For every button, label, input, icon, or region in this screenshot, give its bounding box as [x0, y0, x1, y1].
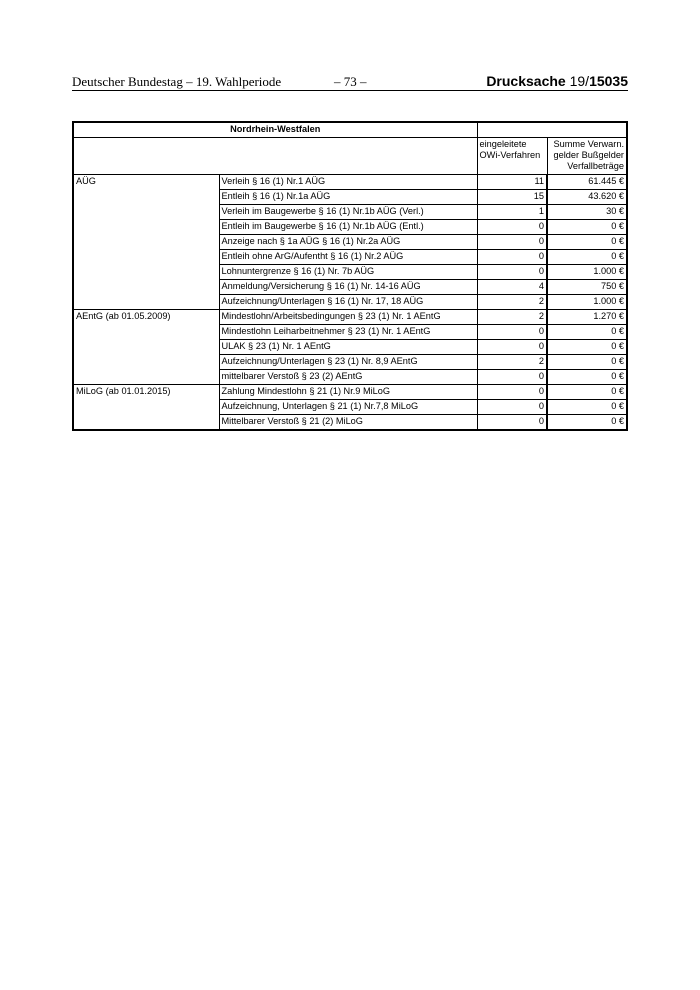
group-name-cell: [73, 325, 219, 340]
group-name-cell: [73, 235, 219, 250]
table-row: [73, 280, 627, 295]
group-name-cell: [73, 355, 219, 370]
fines-sum: 0 €: [547, 340, 627, 355]
header-rule: [72, 90, 628, 91]
proceedings-count: 2: [477, 310, 547, 325]
table-row: [73, 205, 627, 220]
column-header-count: eingeleitete OWi-Verfahren: [477, 138, 547, 175]
group-name-cell: MiLoG (ab 01.01.2015): [73, 385, 219, 400]
fines-sum: 750 €: [547, 280, 627, 295]
fines-sum: 0 €: [547, 220, 627, 235]
proceedings-count: 0: [477, 220, 547, 235]
offense-label: mittelbarer Verstoß § 23 (2) AEntG: [219, 370, 477, 385]
fines-sum: 1.000 €: [547, 265, 627, 280]
offense-label: Mindestlohn/Arbeitsbedingungen § 23 (1) Nr. 1 AEntG: [219, 310, 477, 325]
publication-title: Deutscher Bundestag – 19. Wahlperiode: [72, 74, 282, 89]
fines-sum: 0 €: [547, 325, 627, 340]
group-name-cell: AÜG: [73, 175, 219, 190]
region-empty-cell: [477, 122, 627, 138]
fines-sum: 30 €: [547, 205, 627, 220]
drucksache-number: 15035: [589, 73, 628, 89]
group-name-cell: [73, 265, 219, 280]
proceedings-count: 2: [477, 295, 547, 310]
table-row: [73, 415, 627, 431]
group-name-cell: [73, 190, 219, 205]
table-row: [73, 400, 627, 415]
proceedings-count: 0: [477, 235, 547, 250]
region-name: Nordrhein-Westfalen: [73, 122, 477, 138]
fines-sum: 0 €: [547, 250, 627, 265]
drucksache-prefix: 19/: [565, 73, 590, 89]
fines-sum: 0 €: [547, 400, 627, 415]
offense-label: Aufzeichnung, Unterlagen § 21 (1) Nr.7,8 MiLoG: [219, 400, 477, 415]
proceedings-count: 1: [477, 205, 547, 220]
page-number: – 73 –: [334, 74, 367, 89]
table-row: [73, 325, 627, 340]
page-header: [72, 74, 628, 90]
offense-label: Entleih ohne ArG/Aufentht § 16 (1) Nr.2 AÜG: [219, 250, 477, 265]
table-row: [73, 295, 627, 310]
fines-sum: 61.445 €: [547, 175, 627, 190]
proceedings-count: 2: [477, 355, 547, 370]
offense-label: Verleih § 16 (1) Nr.1 AÜG: [219, 175, 477, 190]
offense-label: Anzeige nach § 1a AÜG § 16 (1) Nr.2a AÜG: [219, 235, 477, 250]
proceedings-count: 0: [477, 325, 547, 340]
offense-label: Mindestlohn Leiharbeitnehmer § 23 (1) Nr. 1 AEntG: [219, 325, 477, 340]
proceedings-count: 0: [477, 400, 547, 415]
offense-label: Zahlung Mindestlohn § 21 (1) Nr.9 MiLoG: [219, 385, 477, 400]
fines-sum: 1.270 €: [547, 310, 627, 325]
table-row: [73, 250, 627, 265]
group-name-cell: [73, 415, 219, 431]
proceedings-count: 0: [477, 340, 547, 355]
offense-label: Aufzeichnung/Unterlagen § 23 (1) Nr. 8,9 AEntG: [219, 355, 477, 370]
fines-sum: 0 €: [547, 355, 627, 370]
fines-sum: 0 €: [547, 385, 627, 400]
fines-sum: 0 €: [547, 415, 627, 431]
offense-label: Entleih § 16 (1) Nr.1a AÜG: [219, 190, 477, 205]
drucksache-label: Drucksache: [486, 73, 566, 89]
statistics-table: [72, 121, 628, 431]
group-name-cell: AEntG (ab 01.05.2009): [73, 310, 219, 325]
table-row: [73, 175, 627, 190]
proceedings-count: 0: [477, 385, 547, 400]
region-row: [73, 122, 627, 138]
column-header-row: [73, 138, 627, 175]
offense-label: Lohnuntergrenze § 16 (1) Nr. 7b AÜG: [219, 265, 477, 280]
proceedings-count: 0: [477, 265, 547, 280]
table-row: [73, 340, 627, 355]
offense-label: Verleih im Baugewerbe § 16 (1) Nr.1b AÜG (Verl.): [219, 205, 477, 220]
group-name-cell: [73, 340, 219, 355]
group-name-cell: [73, 250, 219, 265]
proceedings-count: 15: [477, 190, 547, 205]
group-name-cell: [73, 295, 219, 310]
group-name-cell: [73, 400, 219, 415]
header-empty-cell: [73, 138, 477, 175]
proceedings-count: 0: [477, 370, 547, 385]
fines-sum: 1.000 €: [547, 295, 627, 310]
offense-label: Aufzeichnung/Unterlagen § 16 (1) Nr. 17, 18 AÜG: [219, 295, 477, 310]
group-name-cell: [73, 205, 219, 220]
offense-label: Mittelbarer Verstoß § 21 (2) MiLoG: [219, 415, 477, 431]
table-row: [73, 385, 627, 400]
offense-label: Entleih im Baugewerbe § 16 (1) Nr.1b AÜG (Entl.): [219, 220, 477, 235]
proceedings-count: 11: [477, 175, 547, 190]
table-row: [73, 370, 627, 385]
offense-label: ULAK § 23 (1) Nr. 1 AEntG: [219, 340, 477, 355]
proceedings-count: 0: [477, 415, 547, 431]
table-row: [73, 190, 627, 205]
column-header-sum: Summe Verwarn. gelder Bußgelder Verfallbeträge: [547, 138, 627, 175]
table-row: [73, 310, 627, 325]
proceedings-count: 4: [477, 280, 547, 295]
group-name-cell: [73, 280, 219, 295]
proceedings-count: 0: [477, 250, 547, 265]
fines-sum: 0 €: [547, 370, 627, 385]
table-row: [73, 235, 627, 250]
table-row: [73, 220, 627, 235]
fines-sum: 0 €: [547, 235, 627, 250]
fines-sum: 43.620 €: [547, 190, 627, 205]
drucksache-id: [486, 73, 628, 89]
table-row: [73, 355, 627, 370]
group-name-cell: [73, 370, 219, 385]
table-row: [73, 265, 627, 280]
group-name-cell: [73, 220, 219, 235]
offense-label: Anmeldung/Versicherung § 16 (1) Nr. 14-16 AÜG: [219, 280, 477, 295]
